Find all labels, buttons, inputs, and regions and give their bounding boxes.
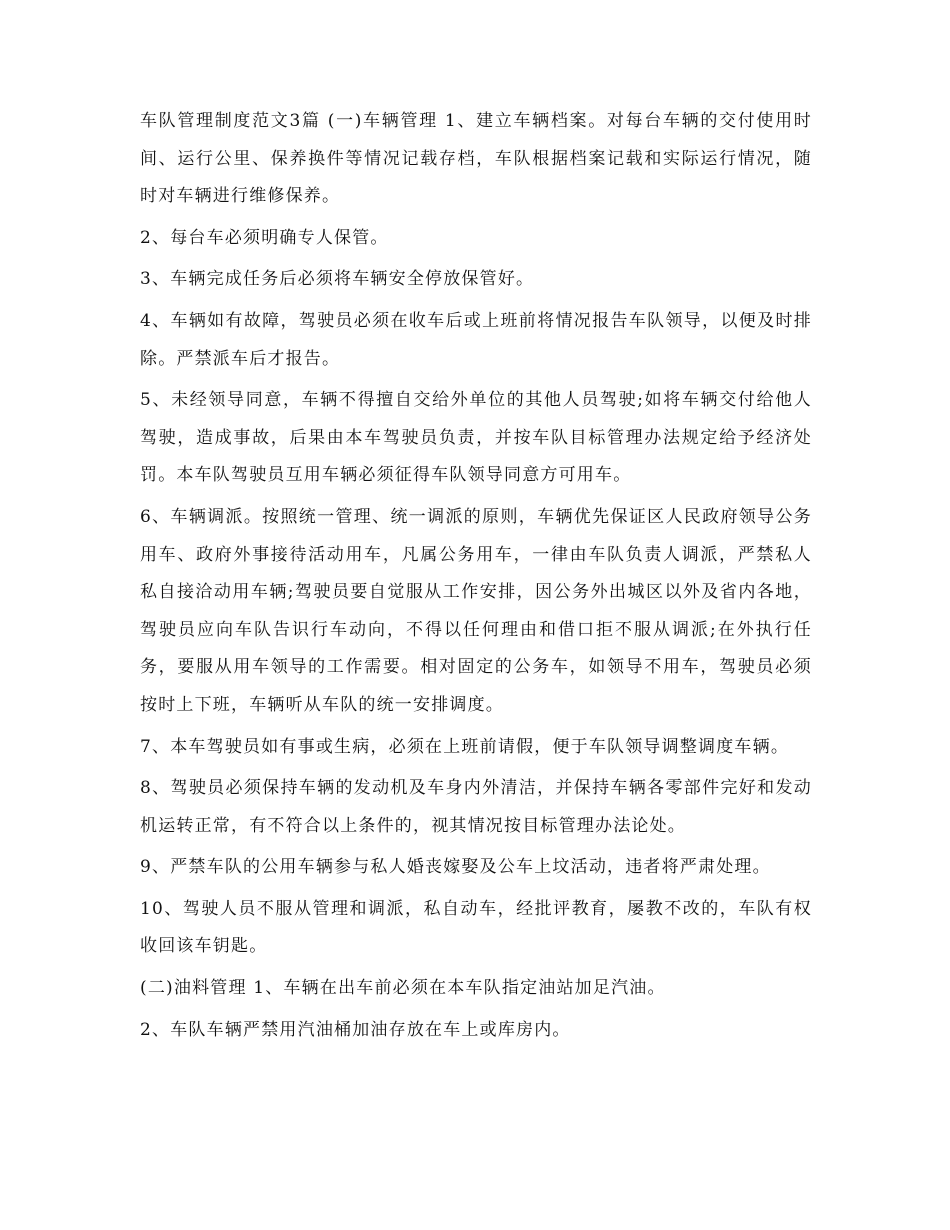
paragraph-item-3: 3、车辆完成任务后必须将车辆安全停放保管好。 [140,269,535,290]
paragraph-fuel-management-2: 2、车队车辆严禁用汽油桶加油存放在车上或库房内。 [140,1019,571,1040]
paragraph-item-8: 8、驾驶员必须保持车辆的发动机及车身内外清洁，并保持车辆各零部件完好和发动机运转正常，有不符合以上条件的，视其情况按目标管理办法论处。 [140,778,812,836]
document-body [140,103,812,1053]
paragraph-item-2: 2、每台车必须明确专人保管。 [140,227,389,248]
paragraph-fuel-management-1: (二)油料管理 1、车辆在出车前必须在本车队指定油站加足汽油。 [140,978,666,999]
paragraph-item-9: 9、严禁车队的公用车辆参与私人婚丧嫁娶及公车上坟活动，违者将严肃处理。 [140,857,771,878]
paragraph-item-6: 6、车辆调派。按照统一管理、统一调派的原则，车辆优先保证区人民政府领导公务用车、政府外事接待活动用车，凡属公务用车，一律由车队负责人调派，严禁私人私自接洽动用车辆;驾驶员要自觉服从工作安排，因公务外出城区以外及省内各地，驾驶员应向车队告识行车动向，不得以任何理由和借口拒不服从调派;在外执行任务，要服从用车领导的工作需要。相对固定的公务车，如领导不用车，驾驶员必须按时上下班，车辆听从车队的统一安排调度。 [140,506,812,715]
paragraph-intro-vehicle-files: 车队管理制度范文3篇 (一)车辆管理 1、建立车辆档案。对每台车辆的交付使用时间、运行公里、保养换件等情况记载存档，车队根据档案记载和实际运行情况，随时对车辆进行维修保养。 [140,111,812,207]
paragraph-item-10: 10、驾驶人员不服从管理和调派，私自动车，经批评教育，屡教不改的，车队有权收回该车钥匙。 [140,898,812,957]
paragraph-item-7: 7、本车驾驶员如有事或生病，必须在上班前请假，便于车队领导调整调度车辆。 [140,736,790,757]
paragraph-item-4: 4、车辆如有故障，驾驶员必须在收车后或上班前将情况报告车队领导，以便及时排除。严禁派车后才报告。 [140,310,812,369]
paragraph-item-5: 5、未经领导同意，车辆不得擅自交给外单位的其他人员驾驶;如将车辆交付给他人驾驶，造成事故，后果由本车驾驶员负责，并按车队目标管理办法规定给予经济处罚。本车队驾驶员互用车辆必须征得车队领导同意方可用车。 [140,390,812,486]
